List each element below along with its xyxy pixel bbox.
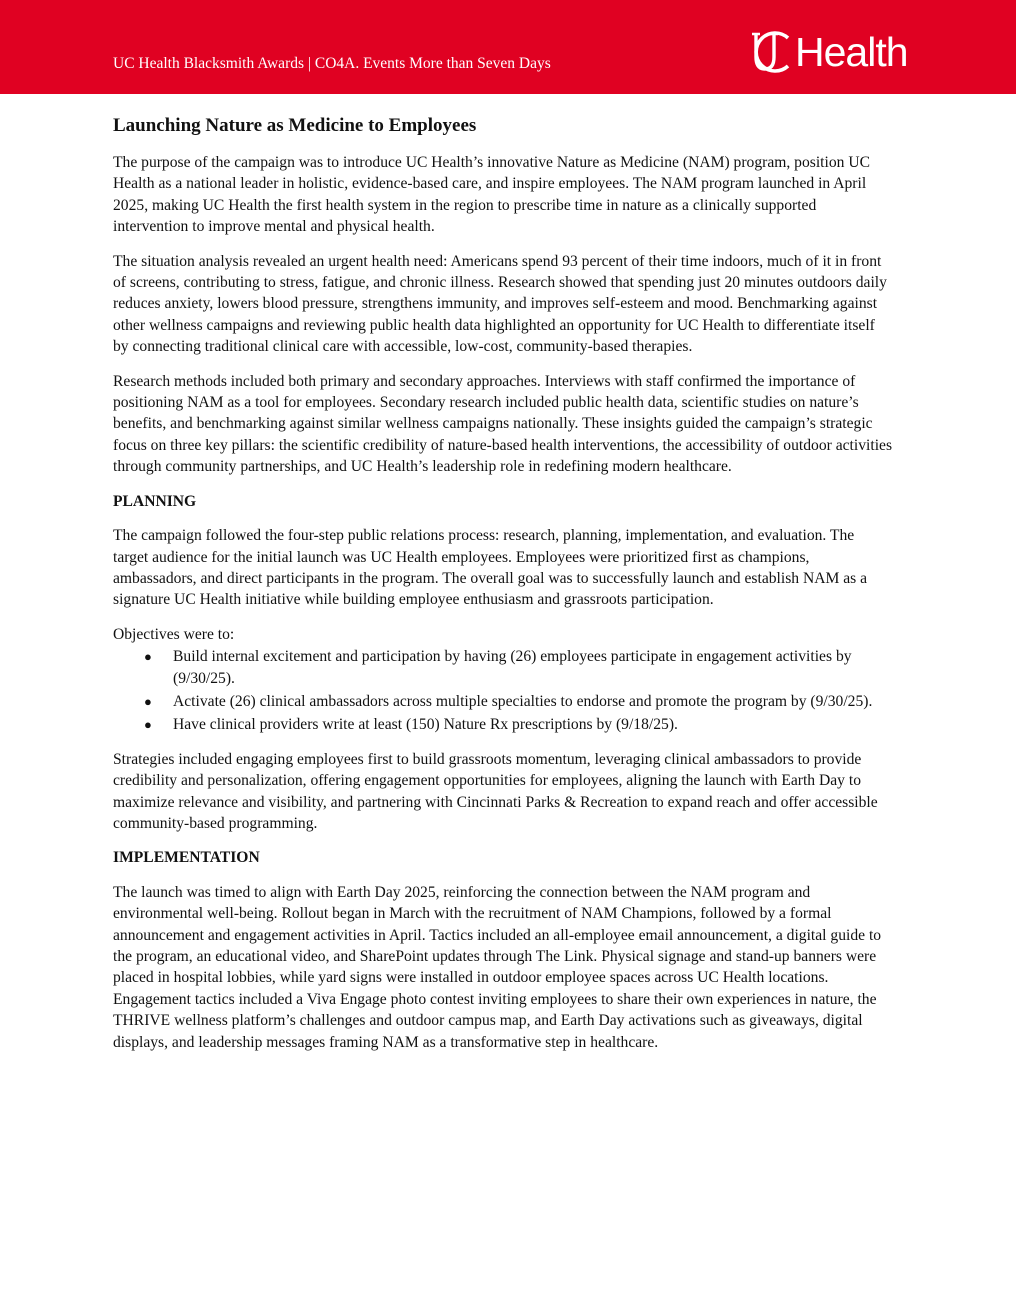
objectives-list <box>113 646 893 736</box>
intro-paragraph-research: Research methods included both primary and secondary approaches. Interviews with staff confirmed the importance of positioning NAM as a tool for employees. Secondary research included public health data, scientific studies on nature’s benefits, and benchmarking against similar wellness campaigns nationally. These insights guided the campaign’s strategic focus on three key pillars: the scientific credibility of nature-based health interventions, the accessibility of outdoor activities through community partnerships, and UC Health’s leadership role in redefining modern healthcare. <box>113 372 893 476</box>
document-body <box>113 113 893 1066</box>
document-title: Launching Nature as Medicine to Employees <box>113 115 477 136</box>
bullet-icon: ● <box>144 693 152 709</box>
intro-paragraph-situation: The situation analysis revealed an urgent health need: Americans spend 93 percent of their time indoors, much of it in front of screens, contributing to stress, fatigue, and chronic illness. Research showed that spending just 20 minutes outdoors daily reduces anxiety, lowers blood pressure, strengthens immunity, and improves self-esteem and mood. Benchmarking against other wellness campaigns and reviewing public health data highlighted an opportunity for UC Health to differentiate itself by connecting traditional clinical care with accessible, low-cost, community-based therapies. <box>113 252 887 356</box>
logo-wordmark: Health <box>795 29 908 75</box>
planning-heading: PLANNING <box>113 492 197 510</box>
strategies-paragraph: Strategies included engaging employees first to build grassroots momentum, leveraging clinical ambassadors to provide credibility and personalization, offering engagement opportunities for employees, aligning the launch with Earth Day to maximize relevance and visibility, and partnering with Cincinnati Parks & Recreation to expand reach and offer accessible community-based programming. <box>113 750 878 832</box>
objective-text: Build internal excitement and participation by having (26) employees participate in engagement activities by (9/30/25). <box>173 648 852 687</box>
uc-monogram-icon <box>744 29 792 75</box>
bullet-icon: ● <box>144 717 152 733</box>
objective-text: Have clinical providers write at least (150) Nature Rx prescriptions by (9/18/25). <box>173 716 678 734</box>
intro-paragraph-purpose: The purpose of the campaign was to introduce UC Health’s innovative Nature as Medicine (NAM) program, position UC Health as a national leader in holistic, evidence-based care, and inspire employees. The NAM program launched in April 2025, making UC Health the first health system in the region to prescribe time in nature as a clinically supported intervention to improve mental and physical health. <box>113 154 870 236</box>
implementation-paragraph: The launch was timed to align with Earth Day 2025, reinforcing the connection between the NAM program and environmental well-being. Rollout began in March with the recruitment of NAM Champions, followed by a formal announcement and engagement activities in April. Tactics included an all-employee email announcement, a digital guide to the program, an educational video, and SharePoint updates through The Link. Physical signage and stand-up banners were placed in hospital lobbies, while yard signs were installed in outdoor employee spaces across UC Health locations. Engagement tactics included a Viva Engage photo contest inviting employees to share their own experiences in nature, the THRIVE wellness platform’s challenges and outdoor campus map, and Earth Day activations such as giveaways, digital displays, and leadership messages framing NAM as a transformative step in healthcare. <box>113 883 882 1051</box>
page-header-banner <box>0 0 1016 94</box>
objectives-intro: Objectives were to: <box>113 625 235 643</box>
list-item <box>113 691 893 712</box>
list-item <box>113 646 893 689</box>
bullet-icon: ● <box>144 649 152 665</box>
header-subtitle: UC Health Blacksmith Awards | CO4A. Events More than Seven Days <box>113 55 551 72</box>
list-item <box>113 714 893 735</box>
uc-health-logo <box>744 28 908 76</box>
planning-paragraph: The campaign followed the four-step public relations process: research, planning, implementation, and evaluation. The target audience for the initial launch was UC Health employees. Employees were prioritized first as champions, ambassadors, and direct participants in the program. The overall goal was to successfully launch and establish NAM as a signature UC Health initiative while building employee enthusiasm and grassroots participation. <box>113 527 868 609</box>
objective-text: Activate (26) clinical ambassadors across multiple specialties to endorse and promote the program by (9/30/25). <box>173 692 873 710</box>
implementation-heading: IMPLEMENTATION <box>113 849 260 867</box>
